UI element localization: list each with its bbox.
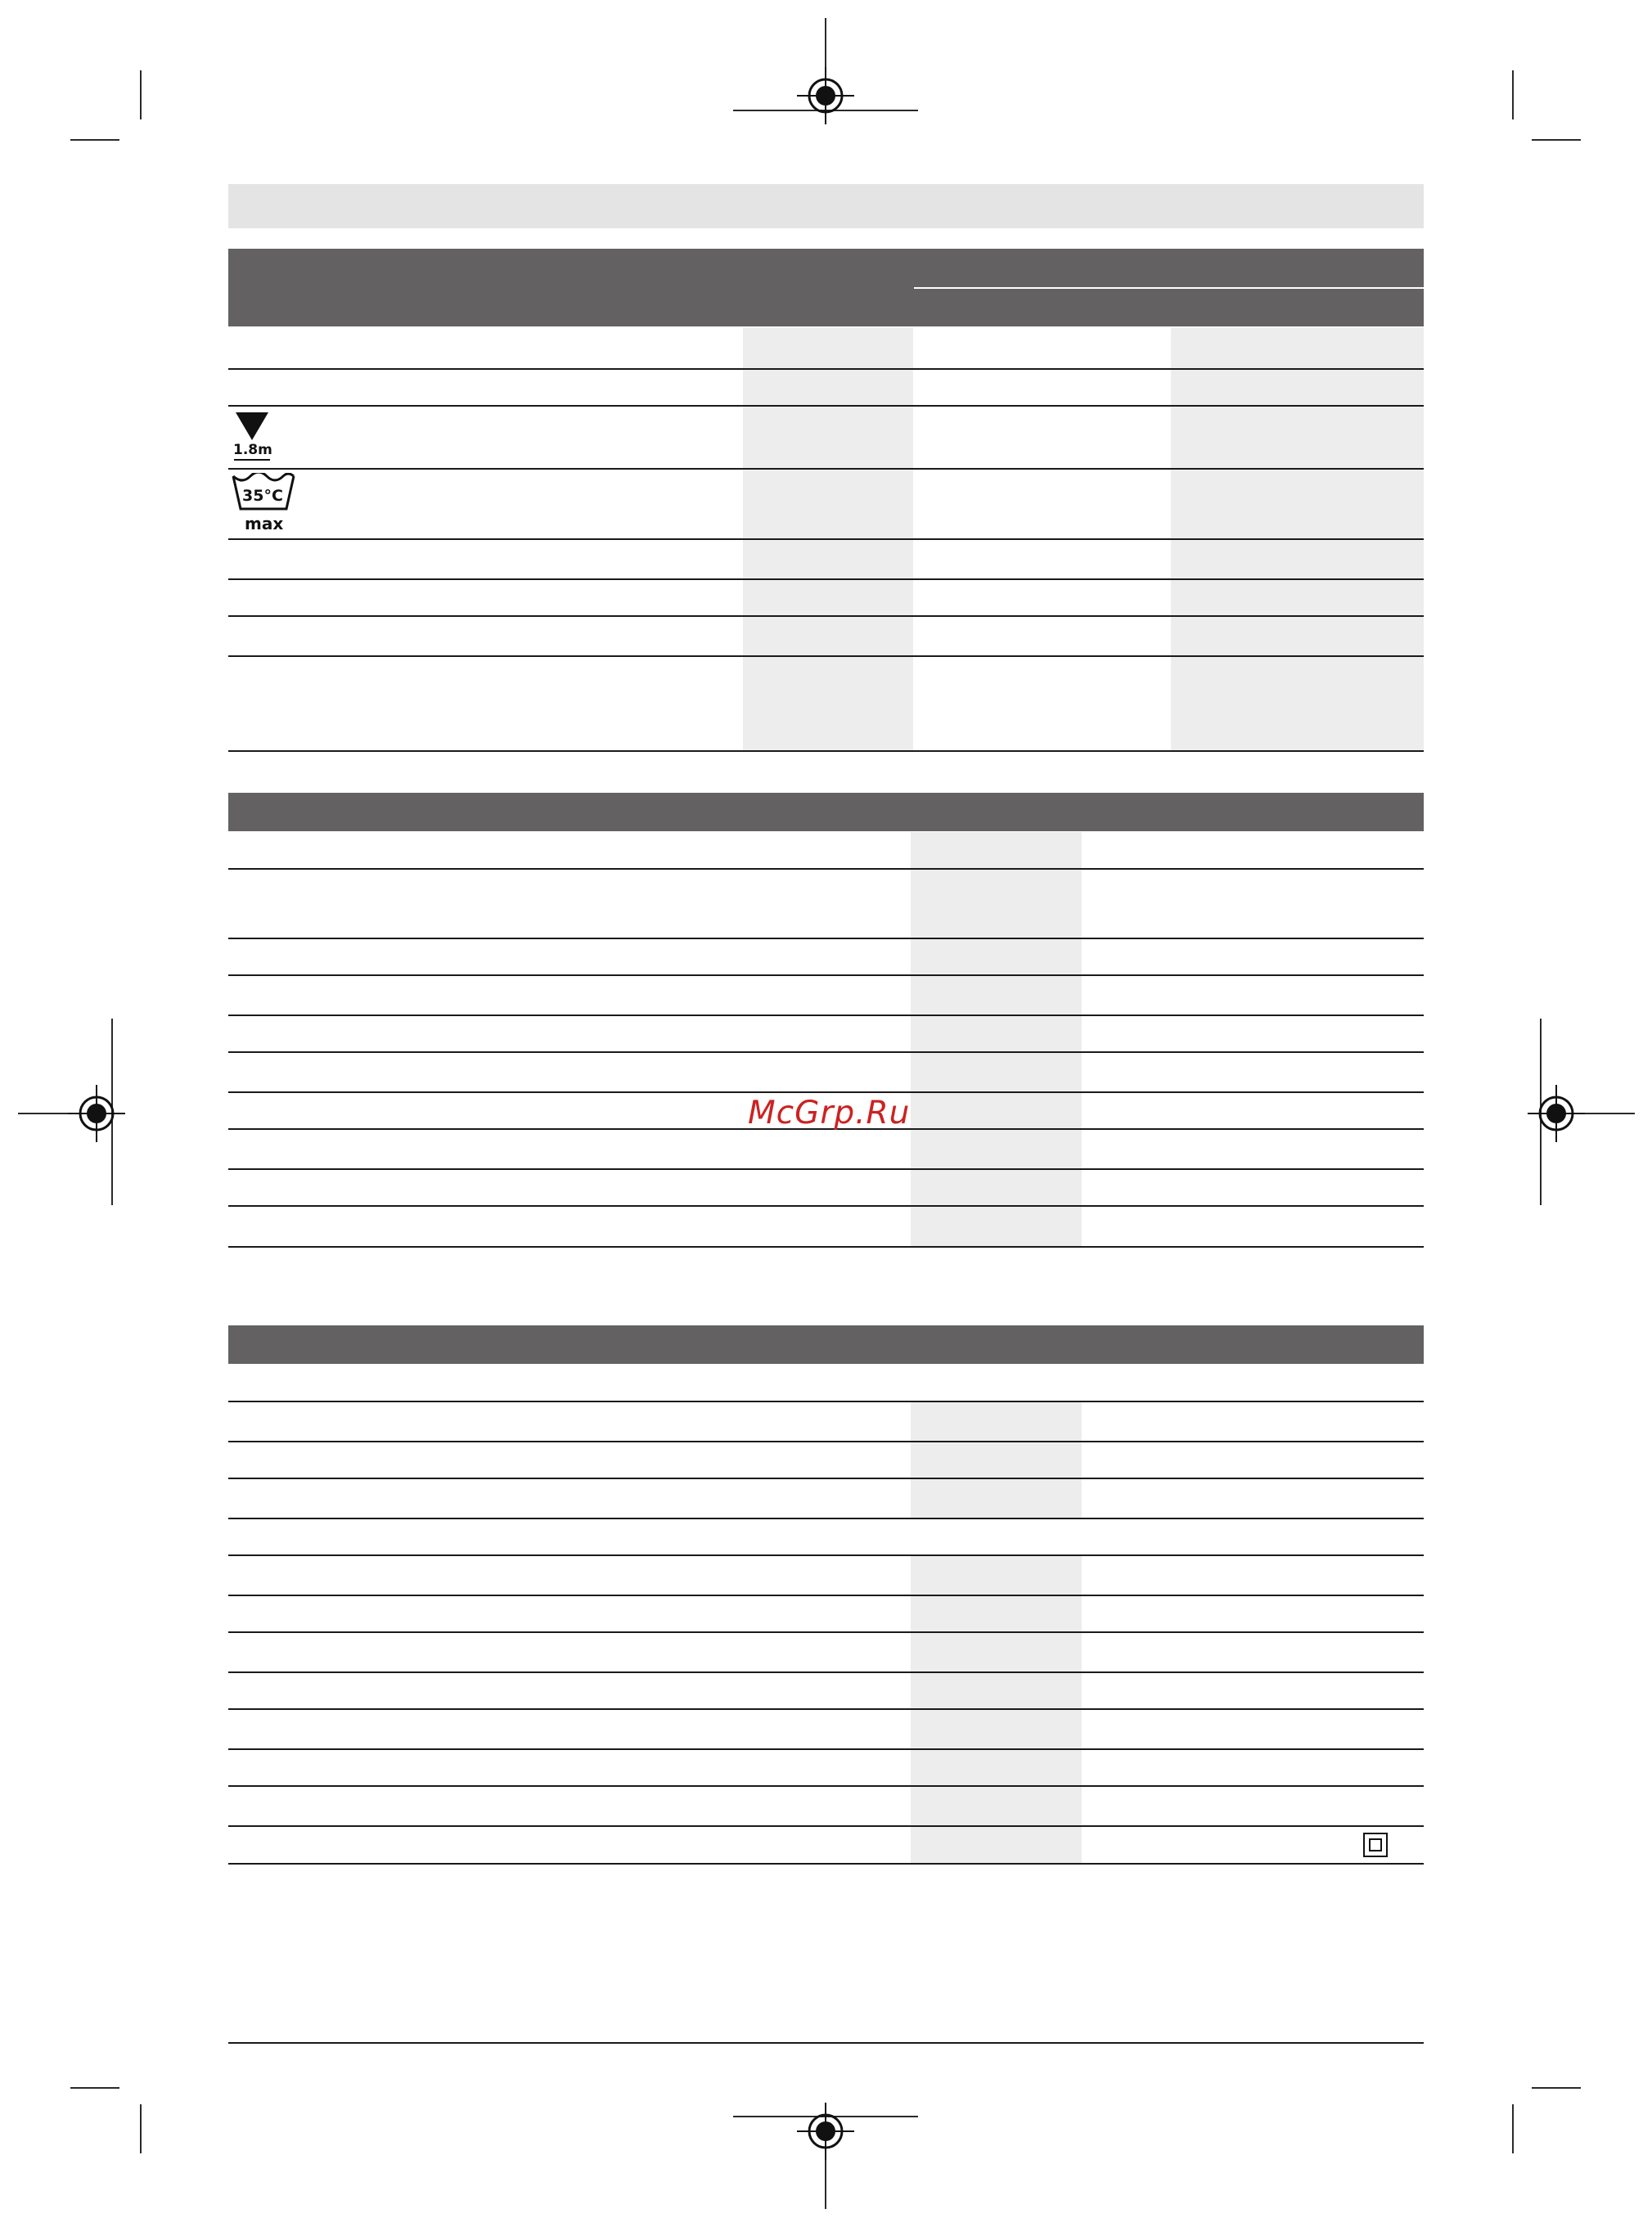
table-3-row-rule: [228, 1401, 1424, 1402]
table-3-row-rule: [228, 1518, 1424, 1519]
table-3-row-rule: [228, 1441, 1424, 1442]
temperature-label: 35°C: [242, 487, 283, 505]
footer-rule: [228, 2042, 1424, 2044]
table-1-row-rule: [228, 405, 1424, 407]
watermark: McGrp.Ru: [748, 1095, 911, 1131]
drop-height-label: 1.8m: [233, 442, 272, 458]
table-1-row-rule: [228, 468, 1424, 470]
table-2-row-rule: [228, 1168, 1424, 1170]
protection-class-ii-square-icon: [1363, 1833, 1388, 1857]
drop-test-triangle-icon: [232, 411, 272, 463]
table-1-row-rule: [228, 368, 1424, 370]
table-3-row-rule: [228, 1478, 1424, 1479]
table-3-row-rule: [228, 1554, 1424, 1556]
table-2-shaded-column: [911, 832, 1082, 1247]
table-3-row-rule: [228, 1671, 1424, 1673]
table-2-row-rule: [228, 1051, 1424, 1053]
table-2-row-rule: [228, 1205, 1424, 1207]
registration-mark-icon: [797, 67, 854, 124]
crop-mark-icon: [70, 2087, 119, 2089]
registration-mark-icon: [1528, 1085, 1585, 1142]
crop-mark-icon: [70, 139, 119, 141]
table-1-bottom-rule: [228, 750, 1424, 752]
table-3-row-rule: [228, 1785, 1424, 1787]
table-2-row-rule: [228, 938, 1424, 939]
table-1-header-subrule: [914, 287, 1424, 289]
table-3-row-rule: [228, 1595, 1424, 1596]
title-bar: [228, 184, 1424, 228]
registration-mark-icon: [68, 1085, 125, 1142]
crop-mark-icon: [140, 2104, 142, 2153]
table-2-row-rule: [228, 868, 1424, 870]
table-3-row-rule: [228, 1708, 1424, 1710]
crop-mark-icon: [1532, 2087, 1581, 2089]
table-2-header: [228, 793, 1424, 831]
crop-mark-icon: [140, 70, 142, 119]
table-3-row-rule: [228, 1825, 1424, 1827]
crop-mark-icon: [1532, 139, 1581, 141]
table-3-shaded-block: [911, 1402, 1082, 1518]
temperature-max-label: max: [245, 514, 284, 533]
crop-mark-icon: [1512, 2104, 1514, 2153]
table-2-row-rule: [228, 1015, 1424, 1016]
table-2-row-rule: [228, 1091, 1424, 1093]
crop-mark-icon: [1512, 70, 1514, 119]
table-3-bottom-rule: [228, 1863, 1424, 1865]
washing-temperature-icon: [231, 473, 296, 537]
table-1-row-rule: [228, 578, 1424, 580]
table-2-bottom-rule: [228, 1246, 1424, 1248]
table-3-row-rule: [228, 1631, 1424, 1633]
table-1-row-rule: [228, 615, 1424, 617]
table-3-header: [228, 1325, 1424, 1364]
table-1-row-rule: [228, 538, 1424, 540]
table-3-row-rule: [228, 1748, 1424, 1750]
table-1-row-rule: [228, 655, 1424, 657]
table-2-row-rule: [228, 974, 1424, 976]
registration-mark-icon: [797, 2103, 854, 2160]
